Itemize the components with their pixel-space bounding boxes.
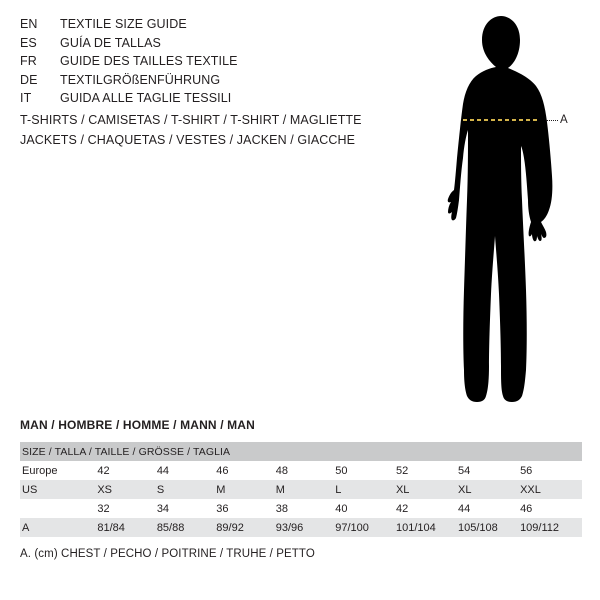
row-label: A [20, 518, 97, 537]
table-cell: 97/100 [335, 518, 396, 537]
table-cell: 101/104 [396, 518, 458, 537]
table-cell: 38 [276, 499, 335, 518]
size-table [20, 442, 582, 537]
table-cell: 32 [97, 499, 156, 518]
table-row [20, 461, 582, 480]
table-cell: 48 [276, 461, 335, 480]
table-header-label: SIZE / TALLA / TAILLE / GRÖSSE / TAGLIA [20, 442, 582, 461]
table-cell: XL [396, 480, 458, 499]
body-figure [400, 10, 600, 410]
row-label: US [20, 480, 97, 499]
male-silhouette-icon [400, 10, 600, 410]
language-text: GUIDE DES TAILLES TEXTILE [60, 54, 238, 69]
measure-label-a: A [560, 114, 568, 126]
table-cell: 40 [335, 499, 396, 518]
table-row [20, 499, 582, 518]
table-row [20, 518, 582, 537]
table-cell: 42 [97, 461, 156, 480]
language-row [20, 71, 400, 90]
language-text: TEXTILE SIZE GUIDE [60, 17, 187, 31]
language-code: DE [20, 72, 38, 87]
table-cell: 44 [157, 461, 216, 480]
category-jackets: JACKETS / CHAQUETAS / VESTES / JACKEN / GIACCHE [20, 133, 356, 147]
language-code: IT [20, 91, 32, 106]
table-cell: S [157, 480, 216, 499]
table-cell: 46 [216, 461, 275, 480]
language-text: GUÍA DE TALLAS [60, 35, 161, 50]
row-label: Europe [20, 461, 97, 480]
table-cell: 54 [458, 461, 520, 480]
table-cell: 34 [157, 499, 216, 518]
table-cell: XL [458, 480, 520, 499]
language-list [20, 15, 400, 108]
table-cell: 105/108 [458, 518, 520, 537]
table-cell: 81/84 [97, 518, 156, 537]
table-cell: XXL [520, 480, 582, 499]
table-cell: 89/92 [216, 518, 275, 537]
language-code: FR [20, 54, 37, 69]
language-text: GUIDA ALLE TAGLIE TESSILI [60, 91, 232, 106]
measure-leader-line [546, 120, 558, 121]
language-row [20, 15, 400, 34]
language-row [20, 34, 400, 53]
table-title: MAN / HOMBRE / HOMME / MANN / MAN [20, 418, 255, 432]
table-header-row [20, 442, 582, 461]
table-cell: 46 [520, 499, 582, 518]
table-cell: M [276, 480, 335, 499]
language-row [20, 89, 400, 108]
table-cell: 36 [216, 499, 275, 518]
table-cell: 52 [396, 461, 458, 480]
language-text: TEXTILGRÖßENFÜHRUNG [60, 72, 221, 87]
language-code: EN [20, 17, 38, 31]
language-code: ES [20, 35, 37, 50]
footnote: A. (cm) CHEST / PECHO / POITRINE / TRUHE / PETTO [20, 548, 315, 560]
category-tshirts: T-SHIRTS / CAMISETAS / T-SHIRT / T-SHIRT / MAGLIETTE [20, 113, 362, 127]
row-label [20, 499, 97, 518]
table-cell: 56 [520, 461, 582, 480]
table-cell: M [216, 480, 275, 499]
table-cell: 42 [396, 499, 458, 518]
table-cell: 44 [458, 499, 520, 518]
category-list [20, 110, 420, 150]
table-cell: 50 [335, 461, 396, 480]
table-cell: 85/88 [157, 518, 216, 537]
table-cell: 109/112 [520, 518, 582, 537]
language-row [20, 52, 400, 71]
table-cell: XS [97, 480, 156, 499]
table-cell: L [335, 480, 396, 499]
table-cell: 93/96 [276, 518, 335, 537]
table-row [20, 480, 582, 499]
